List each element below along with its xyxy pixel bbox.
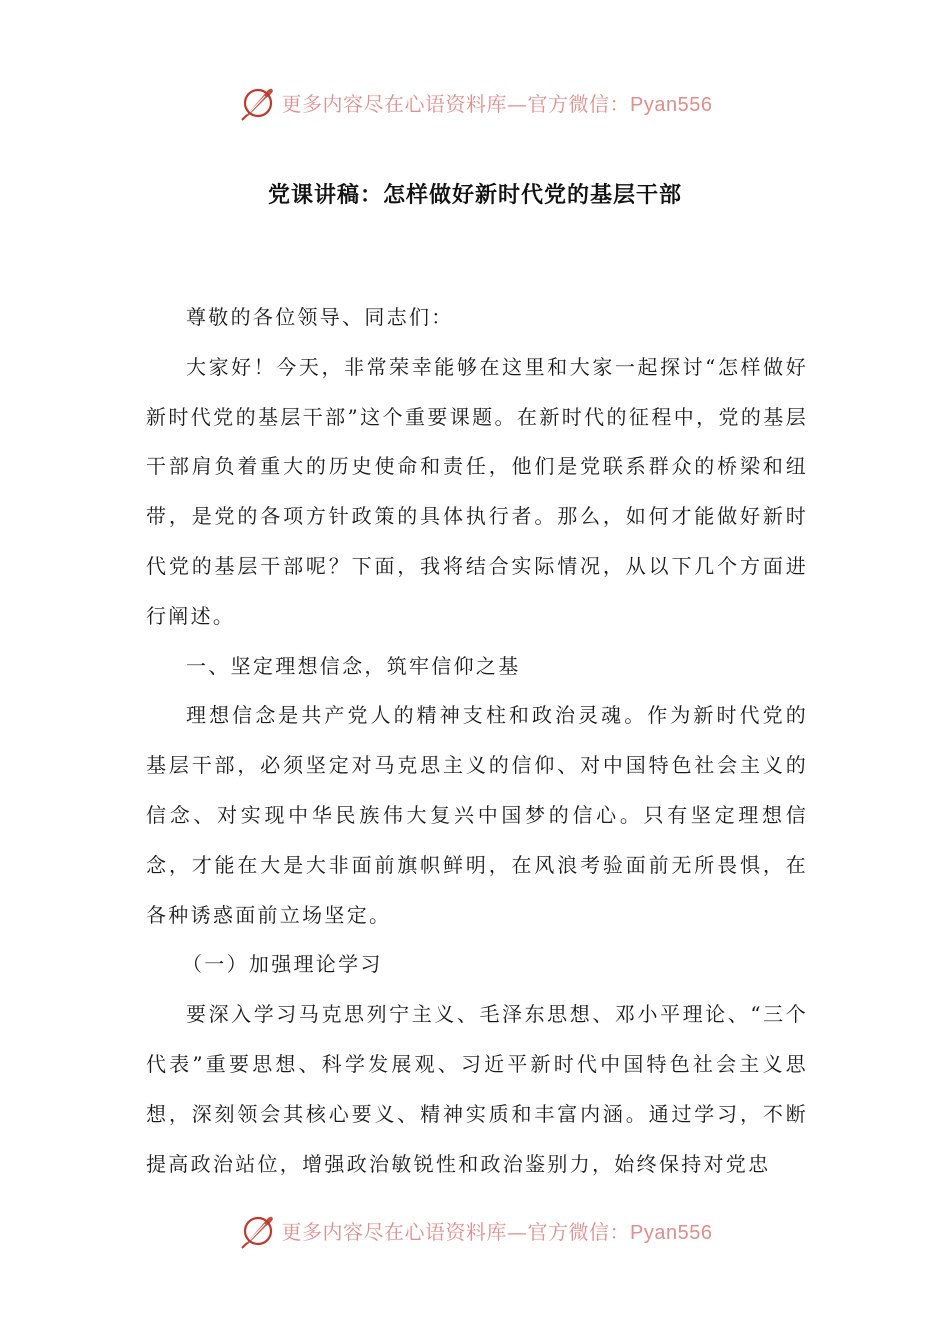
wechat-id: Pyan556 xyxy=(630,93,713,116)
document-body xyxy=(146,293,808,1189)
subsection-heading-1: （一）加强理论学习 xyxy=(182,952,383,977)
salutation: 尊敬的各位领导、同志们： xyxy=(186,305,454,329)
subsection-paragraph-1: 要深入学习马克思列宁主义、毛泽东思想、邓小平理论、“三个代表”重要思想、科学发展观、习近平新时代中国特色社会主义思想，深刻领会其核心要义、精神实质和丰富内涵。通过学习，不断提高政治站位，增强政治敏锐性和政治鉴别力，始终保持对党忠 xyxy=(146,1002,808,1176)
header-watermark xyxy=(0,80,950,124)
feather-pen-logo-icon xyxy=(238,82,278,122)
watermark-text: 更多内容尽在心语资料库—官方微信：Pyan556 xyxy=(281,1219,713,1244)
feather-pen-logo-icon xyxy=(238,1210,278,1250)
section-paragraph-1: 理想信念是共产党人的精神支柱和政治灵魂。作为新时代党的基层干部，必须坚定对马克思主义的信仰、对中国特色社会主义的信念、对实现中华民族伟大复兴中国梦的信心。只有坚定理想信念，才能在大是大非面前旗帜鲜明，在风浪考验面前无所畏惧，在各种诱惑面前立场坚定。 xyxy=(146,703,808,927)
intro-paragraph: 大家好！今天，非常荣幸能够在这里和大家一起探讨“怎样做好新时代党的基层干部”这个重要课题。在新时代的征程中，党的基层干部肩负着重大的历史使命和责任，他们是党联系群众的桥梁和纽带，是党的各项方针政策的具体执行者。那么，如何才能做好新时代党的基层干部呢？下面，我将结合实际情况，从以下几个方面进行阐述。 xyxy=(146,354,808,628)
watermark-text: 更多内容尽在心语资料库—官方微信：Pyan556 xyxy=(281,91,713,116)
wechat-id: Pyan556 xyxy=(630,1221,713,1244)
footer-watermark xyxy=(0,1208,950,1252)
section-heading-1: 一、坚定理想信念，筑牢信仰之基 xyxy=(186,653,521,678)
document-title: 党课讲稿：怎样做好新时代党的基层干部 xyxy=(267,183,682,208)
